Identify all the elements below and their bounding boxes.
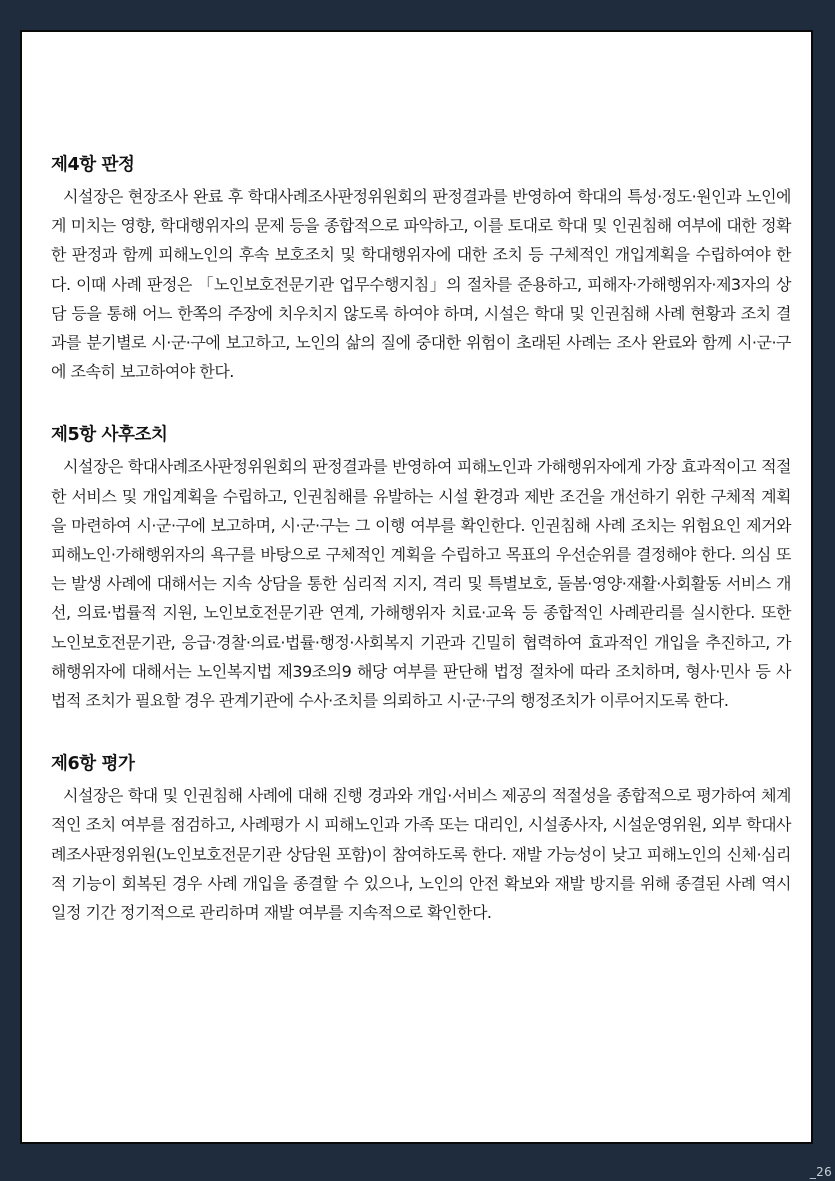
page-content bbox=[51, 150, 791, 927]
section-follow-up-measures bbox=[51, 420, 791, 715]
page-number: _26 bbox=[809, 1165, 832, 1179]
section-body: 시설장은 현장조사 완료 후 학대사례조사판정위원회의 판정결과를 반영하여 학대의 특성·정도·원인과 노인에게 미치는 영향, 학대행위자의 문제 등을 종합적으로 파악하고, 이를 토대로 학대 및 인권침해 여부에 대한 정확한 판정과 함께 피해노인의 후속 보호조치 및 학대행위자에 대한 조치 등 구체적인 개입계획을 수립하여야 한다. 이때 사례 판정은 「노인보호전문기관 업무수행지침」의 절차를 준용하고, 피해자·가해행위자·제3자의 상담 등을 통해 어느 한쪽의 주장에 치우치지 않도록 하여야 하며, 시설은 학대 및 인권침해 사례 현황과 조치 결과를 분기별로 시·군·구에 보고하고, 노인의 삶의 질에 중대한 위험이 초래된 사례는 조사 완료와 함께 시·군·구에 조속히 보고하여야 한다. bbox=[51, 187, 791, 382]
section-body: 시설장은 학대 및 인권침해 사례에 대해 진행 경과와 개입·서비스 제공의 적절성을 종합적으로 평가하여 체계적인 조치 여부를 점검하고, 사례평가 시 피해노인과 가족 또는 대리인, 시설종사자, 시설운영위원, 외부 학대사례조사판정위원(노인보호전문기관 상담원 포함)이 참여하도록 한다. 재발 가능성이 낮고 피해노인의 신체·심리적 기능이 회복된 경우 사례 개입을 종결할 수 있으나, 노인의 안전 확보와 재발 방지를 위해 종결된 사례 역시 일정 기간 정기적으로 관리하며 재발 여부를 지속적으로 확인한다. bbox=[51, 786, 791, 923]
section-evaluation bbox=[51, 749, 791, 927]
section-body: 시설장은 학대사례조사판정위원회의 판정결과를 반영하여 피해노인과 가해행위자에게 가장 효과적이고 적절한 서비스 및 개입계획을 수립하고, 인권침해를 유발하는 시설 환경과 제반 조건을 개선하기 위한 구체적 계획을 마련하여 시·군·구에 보고하며, 시·군·구는 그 이행 여부를 확인한다. 인권침해 사례 조치는 위험요인 제거와 피해노인·가해행위자의 욕구를 바탕으로 구체적인 계획을 수립하고 목표의 우선순위를 결정해야 한다. 의심 또는 발생 사례에 대해서는 지속 상담을 통한 심리적 지지, 격리 및 특별보호, 돌봄·영양·재활·사회활동 서비스 개선, 의료·법률적 지원, 노인보호전문기관 연계, 가해행위자 치료·교육 등 종합적인 사례관리를 실시한다. 또한 노인보호전문기관, 응급·경찰·의료·법률·행정·사회복지 기관과 긴밀히 협력하여 효과적인 개입을 추진하고, 가해행위자에 대해서는 노인복지법 제39조의9 해당 여부를 판단해 법정 절차에 따라 조치하며, 형사·민사 등 사법적 조치가 필요할 경우 관계기관에 수사·조치를 의뢰하고 시·군·구의 행정조치가 이루어지도록 한다. bbox=[51, 457, 791, 711]
section-title: 제6항 평가 bbox=[51, 754, 135, 775]
section-title: 제5항 사후조치 bbox=[51, 425, 168, 446]
document-page bbox=[20, 30, 813, 1144]
section-title: 제4항 판정 bbox=[51, 155, 135, 175]
section-judgment bbox=[51, 150, 791, 386]
